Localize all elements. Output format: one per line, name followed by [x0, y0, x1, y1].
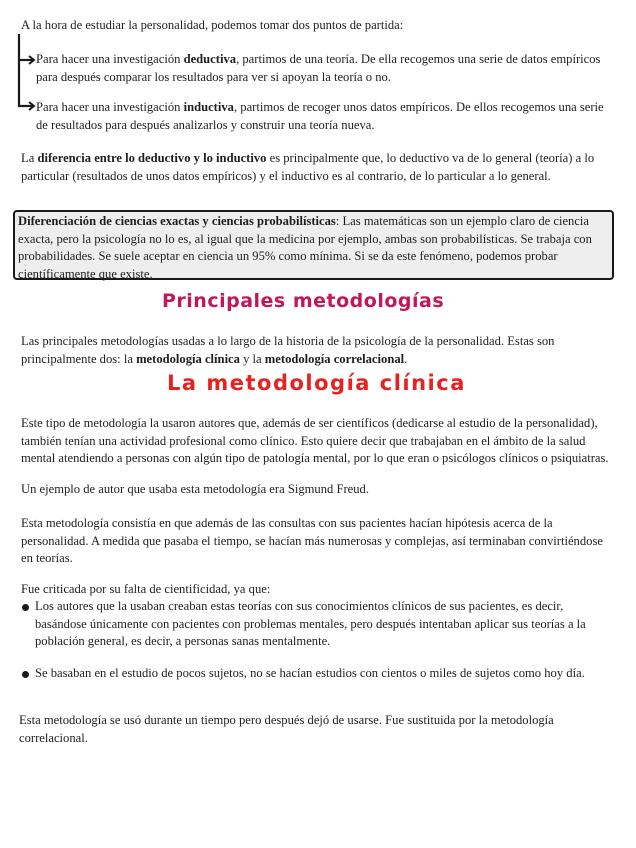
closing-paragraph: Esta metodología se usó durante un tiempo pero después dejó de usarse. Fue sustituida por la metodología correlacional. — [19, 713, 554, 745]
intro-text: A la hora de estudiar la personalidad, podemos tomar dos puntos de partida: — [21, 18, 404, 32]
deductive-term: deductiva — [183, 52, 237, 66]
callout-text: : Las matemáticas son un ejemplo claro de ciencia exacta, pero la psicología no lo es, al igual que la medicina por ejemplo, ambas son probabilísticas. Se trabaja con probabilidades. Se suele aceptar en ciencia un 95% como mínima. Si se da este fenómeno, podemos probar científicamente que existe. — [18, 214, 592, 281]
heading-principales-metodologias: Principales metodologías — [162, 290, 445, 312]
freud-example: Un ejemplo de autor que usaba esta metodología era Sigmund Freud. — [21, 482, 369, 496]
bullet-icon — [22, 604, 29, 611]
difference-term: diferencia entre lo deductivo y lo inductivo — [37, 151, 267, 165]
exact-vs-probabilistic-box — [13, 210, 614, 280]
deductive-paragraph: Para hacer una investigación deductiva, partimos de una teoría. De ella recogemos una serie de datos empíricos para después comparar los resultados para ver si apoyan la teoría o no. — [36, 52, 601, 84]
bullet-icon — [22, 671, 29, 678]
methodologies-paragraph: Las principales metodologías usadas a lo largo de la historia de la psicología de la personalidad. Estas son principalmente dos: la metodología clínica y la metodología correlacional. — [21, 334, 555, 366]
criticism-bullet-2: Se basaban en el estudio de pocos sujetos, no se hacían estudios con cientos o miles de sujetos como hoy día. — [35, 666, 585, 680]
criticism-bullet-1: Los autores que la usaban creaban estas teorías con sus conocimientos clínicos de sus pacientes, es decir, basándose únicamente con pacientes con problemas mentales, pero después intentaban aplicar sus teorías a la población general, es decir, a personas sanas mentalmente. — [35, 599, 586, 648]
clinical-method-term: metodología clínica — [136, 351, 240, 366]
heading-metodologia-clinica: La metodología clínica — [167, 371, 466, 395]
inductive-term: inductiva — [183, 100, 234, 114]
clinical-paragraph-1: Este tipo de metodología la usaron autores que, además de ser científicos (dedicarse al estudio de la personalidad), también tenían una actividad profesional como clínico. Esto quiere decir que trabajaban en el ámbito de la salud mental atendiendo a personas con algún tipo de patología mental, por lo que eran o psicólogos clínicos o psiquiatras. — [21, 416, 609, 465]
correlational-method-term: metodología correlacional — [264, 351, 405, 366]
difference-paragraph: La diferencia entre lo deductivo y lo inductivo es principalmente que, lo deductivo va de lo general (teoría) a lo particular (resultados de unos datos empíricos) y el inductivo es al contrario, de lo particular a lo general. — [21, 151, 595, 183]
inductive-paragraph: Para hacer una investigación inductiva, partimos de recoger unos datos empíricos. De ellos recogemos una serie de resultados para después analizarlos y construir una teoría nueva. — [36, 100, 604, 132]
criticism-intro: Fue criticada por su falta de cientificidad, ya que: — [21, 582, 271, 596]
callout-title: Diferenciación de ciencias exactas y ciencias probabilísticas — [18, 214, 336, 228]
clinical-paragraph-2: Esta metodología consistía en que además de las consultas con sus pacientes hacían hipótesis acerca de la personalidad. A medida que pasaba el tiempo, se hacían más numerosas y complejas, así terminaban convirtiéndose en teorías. — [21, 516, 603, 565]
